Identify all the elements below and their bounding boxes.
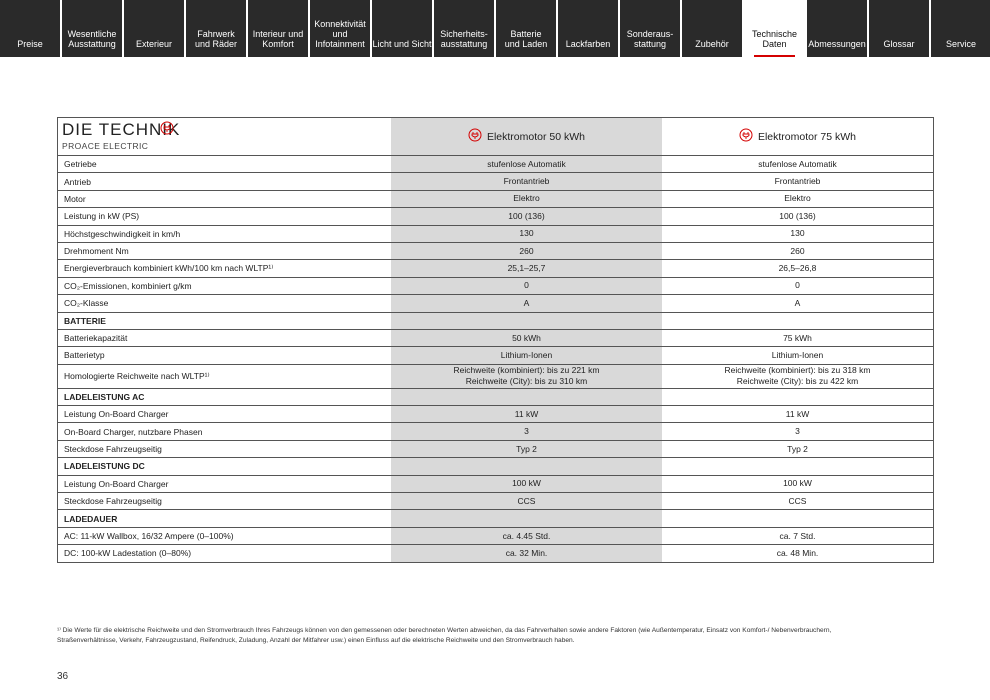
value-50kwh <box>391 208 662 224</box>
value-line: 100 (136) <box>779 210 816 221</box>
value-50kwh <box>391 313 662 329</box>
value-50kwh <box>391 476 662 492</box>
table-row <box>58 441 933 458</box>
table-body <box>58 156 933 562</box>
value-75kwh <box>662 173 933 189</box>
row-label: CO₂-Emissionen, kombiniert g/km <box>64 280 192 291</box>
value-75kwh <box>662 441 933 457</box>
value-50kwh <box>391 458 662 474</box>
value-75kwh <box>662 243 933 259</box>
value-line: 260 <box>519 245 534 256</box>
nav-tab-label: Interieur und Komfort <box>252 29 304 49</box>
nav-tab-label: Abmessungen <box>808 39 866 49</box>
value-line: Reichweite (kombiniert): bis zu 221 km <box>453 365 600 376</box>
nav-tab-15[interactable] <box>931 0 990 57</box>
value-line: CCS <box>788 495 807 506</box>
table-row <box>58 365 933 389</box>
value-line: ca. 48 Min. <box>776 547 819 558</box>
nav-tab-5[interactable] <box>310 0 370 57</box>
value-50kwh <box>391 191 662 207</box>
nav-tab-label: Sonderaus- stattung <box>626 29 674 49</box>
value-line: ca. 7 Std. <box>779 530 816 541</box>
value-line: ca. 32 Min. <box>505 547 548 558</box>
row-label: Getriebe <box>64 159 97 170</box>
value-50kwh <box>391 441 662 457</box>
nav-tab-1[interactable] <box>62 0 122 57</box>
value-line: Frontantrieb <box>503 176 550 187</box>
nav-tab-2[interactable] <box>124 0 184 57</box>
row-label: Steckdose Fahrzeugseitig <box>64 444 162 455</box>
table-subtitle: PROACE ELECTRIC <box>62 141 149 151</box>
nav-tab-7[interactable] <box>434 0 494 57</box>
nav-tab-14[interactable] <box>869 0 929 57</box>
footnote: ¹⁾ Die Werte für die elektrische Reichweite und den Stromverbrauch Ihres Fahrzeugs können von den gemessenen oder berechneten Werten abweichen, da das Fahrverhalten sowie andere Faktoren (wie Außentemperatur, Einsatz von Komfort-/ Nebenverbrauchern, Straßenverhältnisse, Verkehr, Fahrzeugzustand, Reifendruck, Zuladung, Anzahl der Mitfahrer usw.) einen Einfluss auf die elektrische Reichweite und den Stromverbrauch haben. <box>57 627 832 644</box>
nav-tab-11[interactable] <box>682 0 742 57</box>
value-50kwh <box>391 347 662 363</box>
section-row <box>58 389 933 406</box>
nav-tab-10[interactable] <box>620 0 680 57</box>
value-50kwh <box>391 406 662 422</box>
table-row <box>58 476 933 493</box>
value-line: 3 <box>524 426 529 437</box>
section-row <box>58 510 933 527</box>
value-75kwh <box>662 226 933 242</box>
value-75kwh <box>662 156 933 172</box>
value-75kwh <box>662 278 933 294</box>
value-50kwh <box>391 493 662 509</box>
value-75kwh <box>662 260 933 276</box>
value-line: 50 kWh <box>512 332 541 343</box>
value-line: 100 (136) <box>508 210 545 221</box>
value-50kwh <box>391 260 662 276</box>
value-line: CCS <box>517 495 536 506</box>
value-50kwh <box>391 389 662 405</box>
value-line: Lithium-Ionen <box>500 349 553 360</box>
value-50kwh <box>391 226 662 242</box>
value-line: Elektro <box>513 193 540 204</box>
section-row <box>58 313 933 330</box>
value-75kwh <box>662 493 933 509</box>
row-label: Antrieb <box>64 176 91 187</box>
value-line: 0 <box>795 280 800 291</box>
nav-tab-4[interactable] <box>248 0 308 57</box>
table-title-cell <box>58 118 391 155</box>
value-75kwh <box>662 365 933 388</box>
row-label: Homologierte Reichweite nach WLTP¹⁾ <box>64 370 210 381</box>
value-line: 26,5–26,8 <box>778 263 817 274</box>
nav-tab-8[interactable] <box>496 0 556 57</box>
value-line: 3 <box>795 426 800 437</box>
value-line: Reichweite (kombiniert): bis zu 318 km <box>724 365 871 376</box>
value-50kwh <box>391 330 662 346</box>
value-50kwh <box>391 295 662 311</box>
nav-tab-label: Glossar <box>883 39 915 49</box>
table-row <box>58 156 933 173</box>
value-line: Typ 2 <box>787 443 808 454</box>
nav-tab-label: Fahrwerk und Räder <box>194 29 238 49</box>
nav-tab-label: Sicherheits- ausstattung <box>440 29 488 49</box>
value-line: 11 kW <box>514 408 539 419</box>
value-line: 11 kW <box>785 408 810 419</box>
table-row <box>58 330 933 347</box>
column-header-label: Elektromotor 75 kWh <box>757 130 857 143</box>
table-row <box>58 295 933 312</box>
value-line: 0 <box>524 280 529 291</box>
column-header-50kwh <box>391 118 662 155</box>
table-row <box>58 226 933 243</box>
table-row <box>58 173 933 190</box>
value-50kwh <box>391 545 662 561</box>
nav-tab-9[interactable] <box>558 0 618 57</box>
value-line: 100 kW <box>512 478 541 489</box>
table-header <box>58 118 933 156</box>
table-row <box>58 423 933 440</box>
nav-tab-label: Batterie und Laden <box>504 29 548 49</box>
top-nav <box>0 0 990 57</box>
value-75kwh <box>662 330 933 346</box>
electric-plug-icon <box>739 128 753 145</box>
nav-tab-0[interactable] <box>0 0 60 57</box>
nav-tab-label: Lackfarben <box>565 39 611 49</box>
value-75kwh <box>662 208 933 224</box>
value-75kwh <box>662 458 933 474</box>
column-header-75kwh <box>662 118 933 155</box>
value-75kwh <box>662 191 933 207</box>
value-line: 130 <box>790 228 805 239</box>
value-50kwh <box>391 173 662 189</box>
row-label: Leistung On-Board Charger <box>64 409 169 420</box>
value-line: 75 kWh <box>783 332 812 343</box>
page-number: 36 <box>57 671 69 682</box>
table-row <box>58 493 933 510</box>
nav-tab-label: Konnektivität und Infotainment <box>314 19 366 49</box>
row-label: On-Board Charger, nutzbare Phasen <box>64 426 203 437</box>
value-50kwh <box>391 243 662 259</box>
table-row <box>58 528 933 545</box>
table-row <box>58 208 933 225</box>
value-line: Elektro <box>784 193 811 204</box>
table-row <box>58 406 933 423</box>
row-label: Höchstgeschwindigkeit in km/h <box>64 228 181 239</box>
value-line: stufenlose Automatik <box>487 158 566 169</box>
value-line: Reichweite (City): bis zu 422 km <box>736 376 859 387</box>
table-row <box>58 347 933 364</box>
row-label: DC: 100-kW Ladestation (0–80%) <box>64 548 192 559</box>
table-row <box>58 278 933 295</box>
row-label: CO₂-Klasse <box>64 298 109 309</box>
row-label: AC: 11-kW Wallbox, 16/32 Ampere (0–100%) <box>64 531 234 541</box>
value-50kwh <box>391 365 662 388</box>
nav-tab-label: Preise <box>17 39 43 49</box>
table-row <box>58 191 933 208</box>
electric-plug-icon <box>468 128 482 145</box>
row-label: Leistung in kW (PS) <box>64 211 140 222</box>
tech-data-table <box>57 117 934 563</box>
nav-tab-label: Zubehör <box>695 39 729 49</box>
value-line: A <box>523 297 530 308</box>
value-50kwh <box>391 510 662 526</box>
nav-tab-12[interactable] <box>744 0 805 57</box>
value-50kwh <box>391 278 662 294</box>
value-75kwh <box>662 476 933 492</box>
value-line: 260 <box>790 245 805 256</box>
row-label: Motor <box>64 193 86 204</box>
row-label: Energieverbrauch kombiniert kWh/100 km nach WLTP¹⁾ <box>64 263 274 274</box>
nav-tab-label: Licht und Sicht <box>372 39 432 49</box>
table-title: DIE TECHNIK <box>62 120 181 139</box>
value-line: Lithium-Ionen <box>771 349 824 360</box>
row-label: Leistung On-Board Charger <box>64 478 169 489</box>
row-label: Steckdose Fahrzeugseitig <box>64 496 162 507</box>
row-label: LADEDAUER <box>64 513 118 524</box>
row-label: LADELEISTUNG AC <box>64 391 145 402</box>
value-50kwh <box>391 423 662 439</box>
nav-tab-label: Service <box>945 39 976 49</box>
value-50kwh <box>391 156 662 172</box>
value-line: 100 kW <box>783 478 812 489</box>
nav-tab-13[interactable] <box>807 0 867 57</box>
value-75kwh <box>662 423 933 439</box>
value-line: 25,1–25,7 <box>507 263 546 274</box>
value-75kwh <box>662 545 933 561</box>
row-label: Drehmoment Nm <box>64 246 129 257</box>
value-75kwh <box>662 389 933 405</box>
value-line: Reichweite (City): bis zu 310 km <box>465 376 588 387</box>
value-line: A <box>794 297 801 308</box>
nav-tab-6[interactable] <box>372 0 432 57</box>
value-75kwh <box>662 510 933 526</box>
nav-tab-label: Technische Daten <box>751 29 798 49</box>
nav-tab-label: Wesentliche Ausstattung <box>67 29 117 49</box>
value-75kwh <box>662 347 933 363</box>
value-50kwh <box>391 528 662 544</box>
value-line: Typ 2 <box>516 443 537 454</box>
value-75kwh <box>662 295 933 311</box>
column-header-label: Elektromotor 50 kWh <box>486 130 586 143</box>
table-row <box>58 243 933 260</box>
value-line: Frontantrieb <box>774 176 821 187</box>
value-75kwh <box>662 528 933 544</box>
value-line: stufenlose Automatik <box>758 158 837 169</box>
value-line: 130 <box>519 228 534 239</box>
table-row <box>58 260 933 277</box>
value-75kwh <box>662 313 933 329</box>
nav-tab-3[interactable] <box>186 0 246 57</box>
row-label: BATTERIE <box>64 315 106 326</box>
value-75kwh <box>662 406 933 422</box>
nav-tab-label: Exterieur <box>135 39 172 49</box>
row-label: Batterietyp <box>64 350 105 361</box>
section-row <box>58 458 933 475</box>
electric-plug-icon <box>160 121 174 140</box>
table-row <box>58 545 933 561</box>
row-label: LADELEISTUNG DC <box>64 461 145 472</box>
row-label: Batteriekapazität <box>64 333 128 344</box>
value-line: ca. 4.45 Std. <box>502 530 551 541</box>
